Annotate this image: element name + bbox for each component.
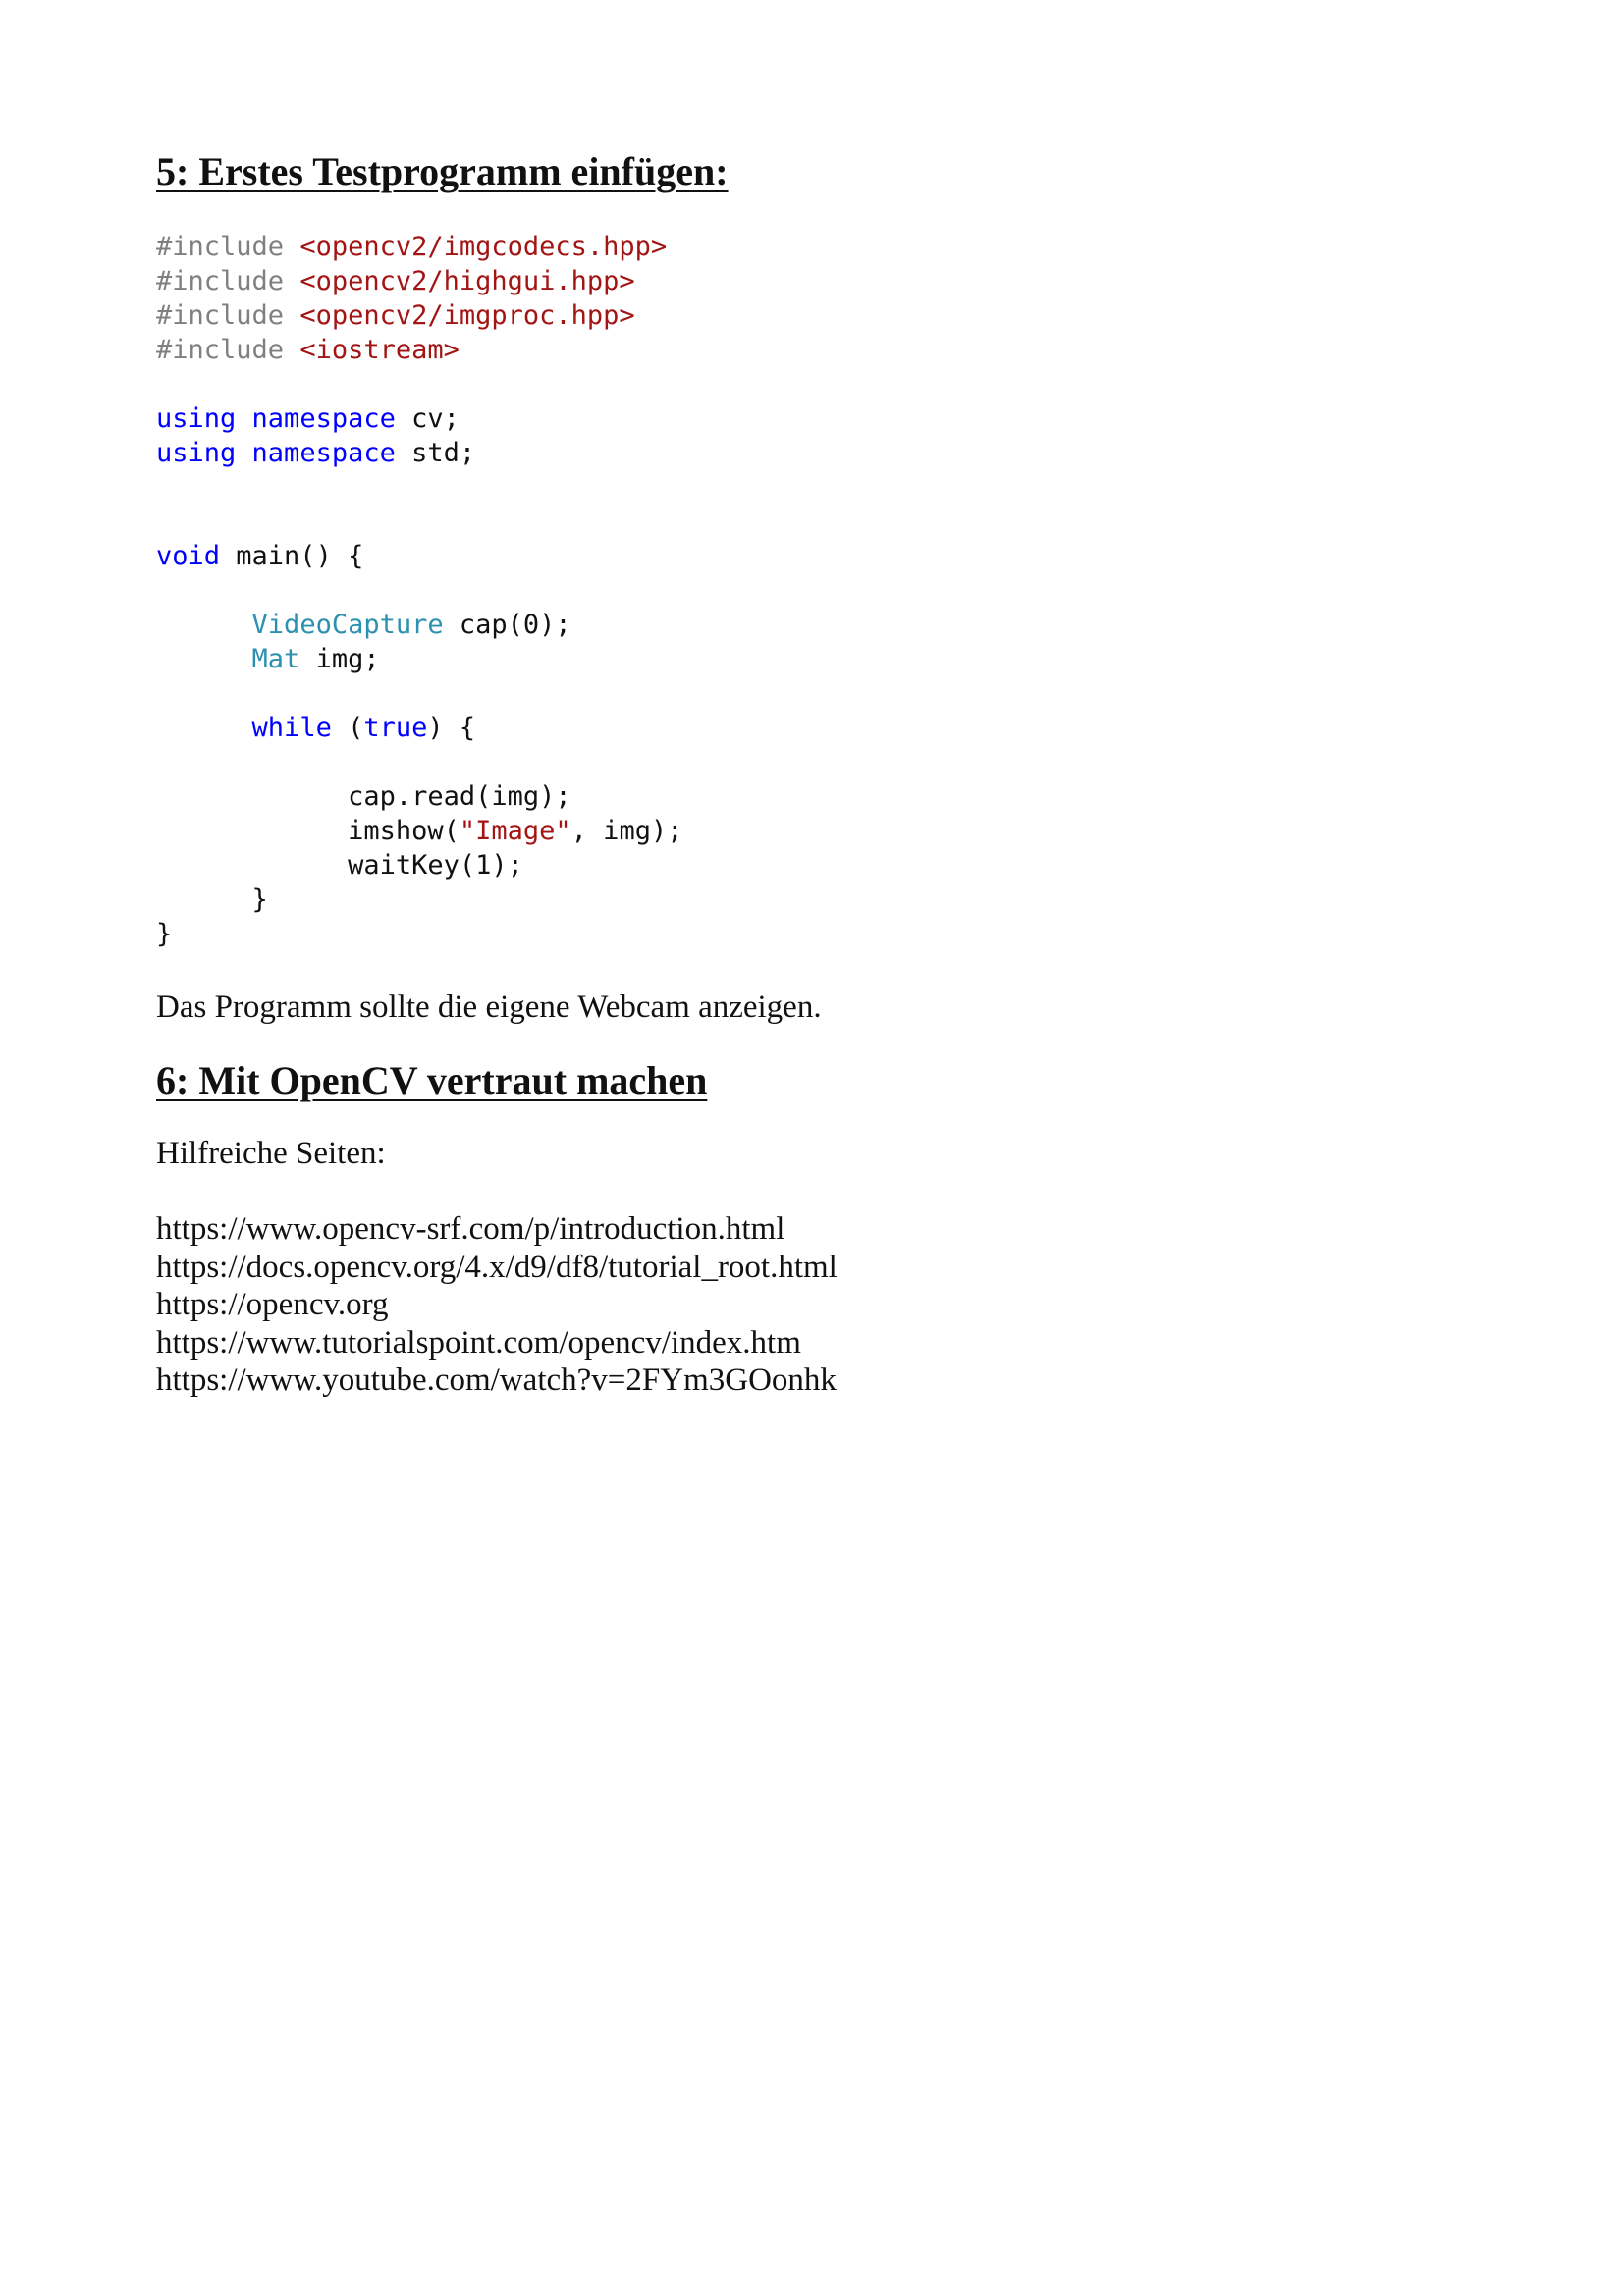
code-line-mat: Mat img; (251, 644, 380, 674)
link-item[interactable]: https://opencv.org (156, 1287, 389, 1322)
link-list (156, 1210, 1491, 1400)
code-line-using-std: using namespace std; (156, 438, 476, 468)
code-line-inner-close: } (251, 884, 268, 915)
code-block (156, 230, 1491, 951)
code-line-main-decl: void main() { (156, 541, 364, 571)
code-line-read: cap.read(img); (348, 781, 571, 812)
code-blank-line (156, 505, 1491, 539)
section-5-heading: 5: Erstes Testprogramm einfügen: (156, 149, 729, 193)
code-blank-line (156, 676, 1491, 711)
code-line-waitkey: waitKey(1); (348, 850, 523, 881)
code-line-using-cv: using namespace cv; (156, 403, 460, 434)
code-line-include-1: #include <opencv2/imgcodecs.hpp> (156, 232, 668, 262)
code-line-while: while (true) { (251, 713, 476, 743)
link-item[interactable]: https://www.tutorialspoint.com/opencv/index.htm (156, 1324, 801, 1361)
link-item[interactable]: https://www.youtube.com/watch?v=2FYm3GOonhk (156, 1362, 837, 1398)
section-6-intro: Hilfreiche Seiten: (156, 1136, 386, 1171)
link-item[interactable]: https://docs.opencv.org/4.x/d9/df8/tutorial_root.html (156, 1249, 838, 1285)
section-6-heading: 6: Mit OpenCV vertraut machen (156, 1058, 708, 1102)
code-line-include-4: #include <iostream> (156, 335, 460, 365)
code-blank-line (156, 470, 1491, 505)
link-item[interactable]: https://www.opencv-srf.com/p/introduction.html (156, 1211, 785, 1247)
section-5-note: Das Programm sollte die eigene Webcam anzeigen. (156, 989, 822, 1025)
code-line-include-3: #include <opencv2/imgproc.hpp> (156, 300, 635, 331)
code-blank-line (156, 573, 1491, 608)
code-line-videocapture: VideoCapture cap(0); (251, 610, 571, 640)
code-line-imshow: imshow("Image", img); (348, 816, 683, 846)
page-content (156, 147, 1491, 1400)
code-blank-line (156, 745, 1491, 779)
code-line-include-2: #include <opencv2/highgui.hpp> (156, 266, 635, 296)
code-blank-line (156, 367, 1491, 401)
code-line-outer-close: } (156, 919, 173, 949)
